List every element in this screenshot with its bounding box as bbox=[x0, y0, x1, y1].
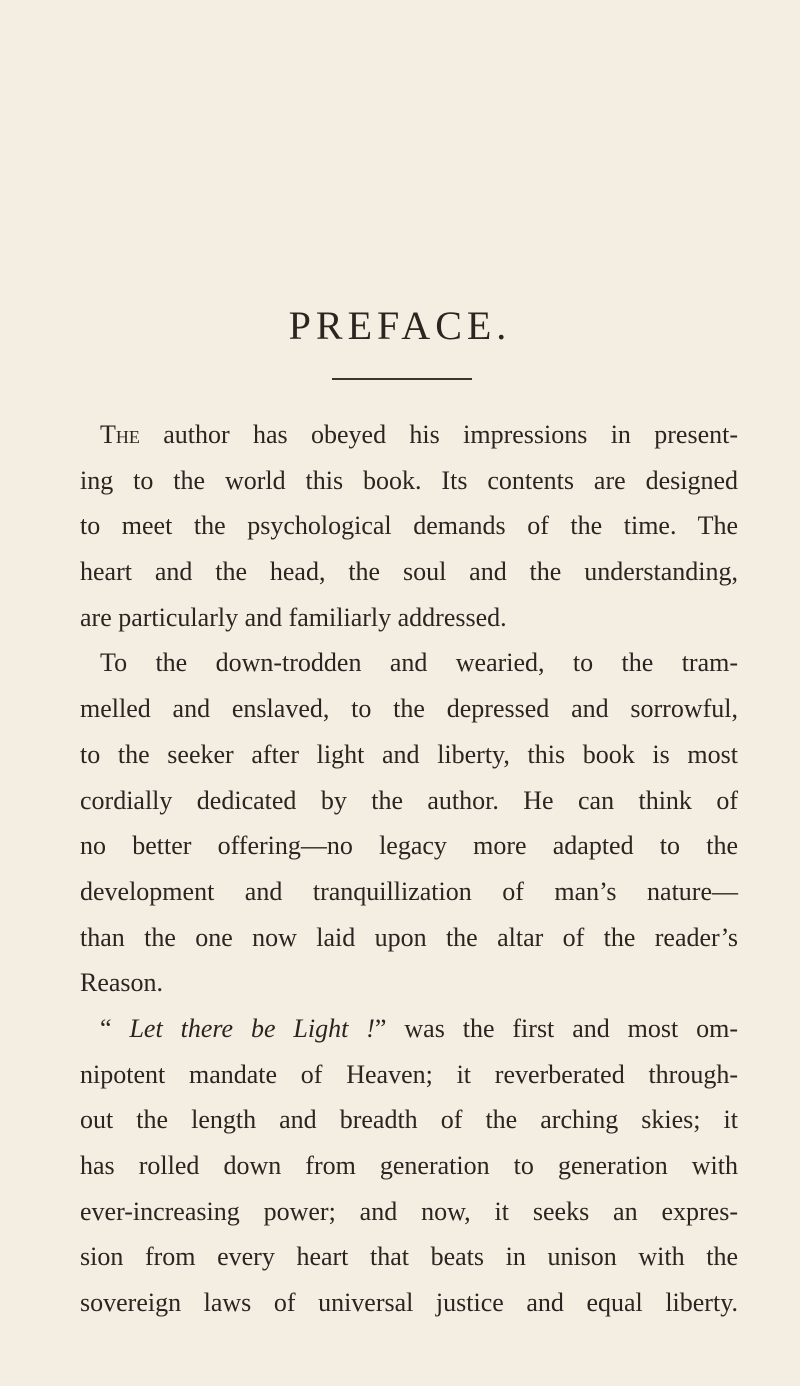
lead-word: The bbox=[100, 420, 140, 449]
text-line: sion from every heart that beats in unison with the bbox=[80, 1242, 738, 1272]
text-line: development and tranquillization of man’s nature— bbox=[80, 876, 738, 906]
preface-body bbox=[80, 412, 738, 1326]
text-line: ing to the world this book. Its contents are designed bbox=[80, 465, 738, 495]
text-line: out the length and breadth of the arching skies; it bbox=[80, 1105, 738, 1135]
text-line: To the down-trodden and wearied, to the tram- bbox=[100, 648, 738, 678]
text-line: Reason. bbox=[80, 968, 164, 998]
text-line: nipotent mandate of Heaven; it reverberated through- bbox=[80, 1059, 738, 1089]
text-line bbox=[80, 1006, 738, 1052]
line-text: author has obeyed his impressions in present- bbox=[139, 420, 738, 449]
open-quote: “ bbox=[100, 1013, 130, 1043]
text-line: are particularly and familiarly addressed. bbox=[80, 602, 507, 632]
quotation: Let there be Light ! bbox=[129, 1013, 375, 1043]
preface-heading: PREFACE. bbox=[288, 303, 512, 348]
text-line: sovereign laws of universal justice and equal liberty. bbox=[80, 1288, 738, 1318]
paragraph-3 bbox=[80, 1006, 738, 1326]
text-line: has rolled down from generation to generation with bbox=[80, 1151, 738, 1180]
text-line: than the one now laid upon the altar of the reader’s bbox=[80, 922, 738, 952]
heading-rule bbox=[332, 378, 472, 380]
paragraph-2 bbox=[80, 640, 738, 1006]
text-line: ever-increasing power; and now, it seeks an expres- bbox=[80, 1196, 738, 1226]
text-line: to meet the psychological demands of the time. The bbox=[80, 511, 738, 541]
text-line bbox=[80, 412, 738, 458]
text-line: to the seeker after light and liberty, this book is most bbox=[80, 739, 738, 769]
paragraph-1 bbox=[80, 412, 738, 640]
text-line: melled and enslaved, to the depressed and sorrowful, bbox=[80, 694, 738, 724]
text-line: heart and the head, the soul and the understanding, bbox=[80, 557, 738, 587]
text-line: cordially dedicated by the author. He can think of bbox=[80, 785, 738, 815]
line-text: ” was the first and most om- bbox=[374, 1013, 739, 1043]
text-line: no better offering—no legacy more adapted to the bbox=[80, 831, 738, 861]
